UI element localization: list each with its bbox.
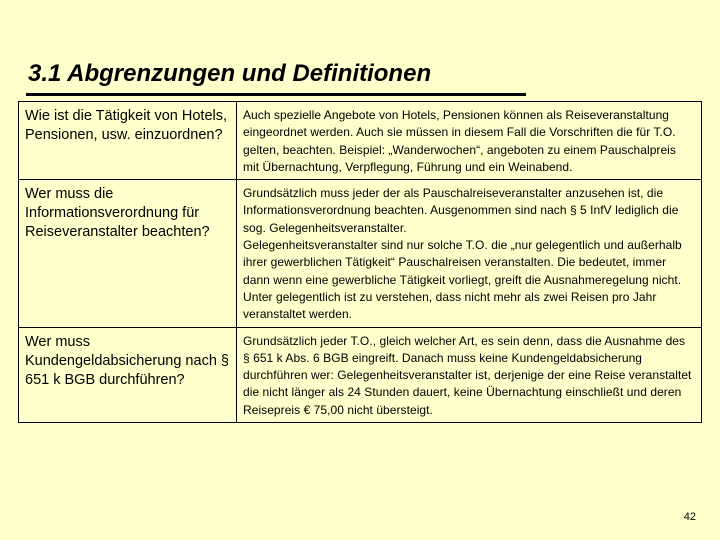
page-title: 3.1 Abgrenzungen und Definitionen — [28, 60, 432, 87]
definitions-table — [18, 101, 702, 423]
answer-paragraph: Grundsätzlich muss jeder der als Pauschalreiseveranstalter anzusehen ist, die Informationsverordnung beachten. Ausgenommen sind nach § 5 InfV lediglich die sog. Gelegenheitsveranstalter. — [243, 186, 679, 235]
answer-paragraph: Auch spezielle Angebote von Hotels, Pensionen können als Reiseveranstaltung eingeordnet werden. Auch sie müssen in diesem Fall die Vorschriften die für T.O. gelten, beachten. Beispiel: „Wanderwochen“, angeboten zu einem Pauschalpreis mit Übernachtung, Verpflegung, Führung und ein Weinabend. — [243, 108, 676, 174]
question-cell: Wer muss die Informationsverordnung für Reiseveranstalter beachten? — [19, 180, 237, 327]
answer-cell — [237, 102, 702, 180]
answer-cell — [237, 327, 702, 422]
answer-paragraph: Grundsätzlich jeder T.O., gleich welcher Art, es sein denn, dass die Ausnahme des § 651 k Abs. 6 BGB eingreift. Danach muss keine Kundengeldabsicherung durchführen wer: Gelegenheitsveranstalter ist, derjenige der eine Reise veranstaltet die nicht länger als 24 Stunden dauert, keine Übernachtung einschließt und deren Reisepreis € 75,00 nicht übersteigt. — [243, 333, 692, 417]
answer-paragraph: Gelegenheitsveranstalter sind nur solche T.O. die „nur gelegentlich und außerhalb ihrer gewerblichen Tätigkeit“ Pauschalreisen veranstalten. Die bedeutet, immer dann wenn eine gewerbliche Tätigkeit vorliegt, greift die Ausnahmeregelung nicht. Unter gelegentlich ist zu verstehen, dass nicht mehr als zwei Reisen pro Jahr veranstaltet werden. — [243, 238, 682, 322]
title-underline — [26, 93, 526, 96]
question-cell: Wie ist die Tätigkeit von Hotels, Pensionen, usw. einzuordnen? — [19, 102, 237, 180]
table-row — [19, 180, 702, 327]
page-number: 42 — [683, 511, 696, 523]
question-cell: Wer muss Kundengeldabsicherung nach § 651 k BGB durchführen? — [19, 327, 237, 422]
answer-cell — [237, 180, 702, 327]
table-row — [19, 327, 702, 422]
table-row — [19, 102, 702, 180]
